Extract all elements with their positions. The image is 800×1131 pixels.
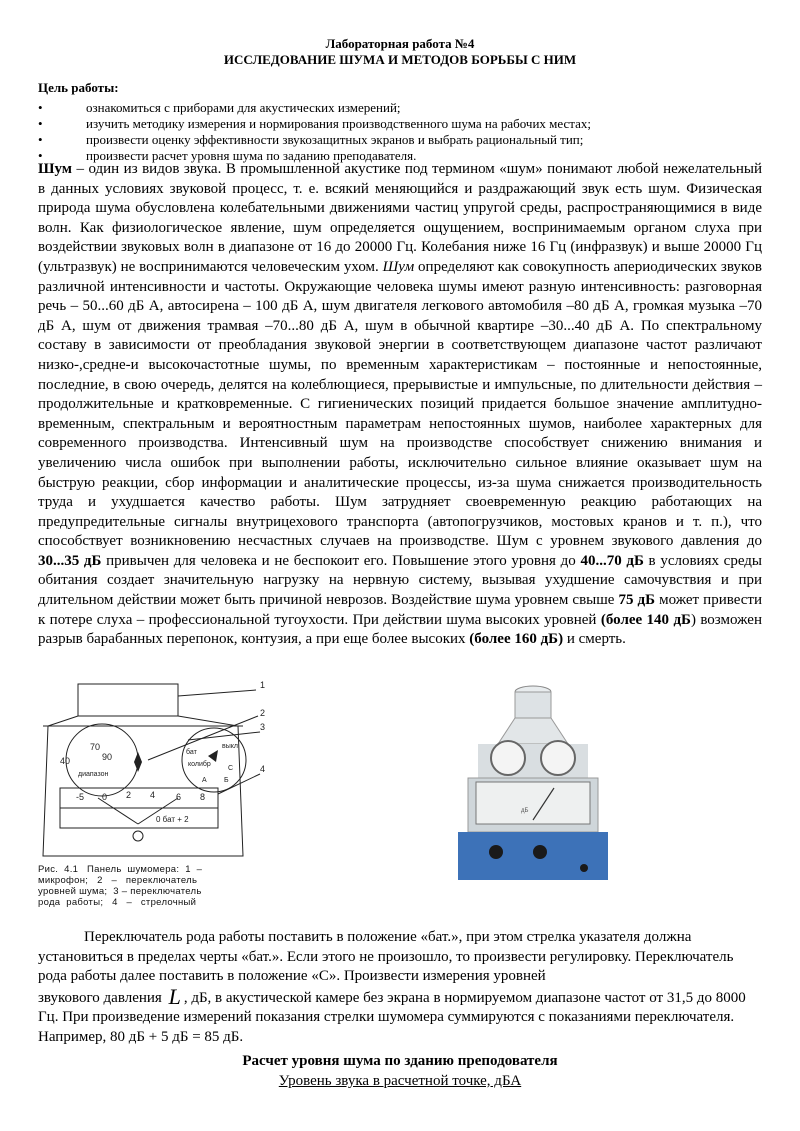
dial-label: А — [202, 777, 207, 784]
bullet-icon: • — [38, 148, 43, 163]
scale-label: 0 — [102, 792, 108, 802]
dial-label: диапазон — [78, 771, 109, 778]
gauge-icon — [541, 741, 575, 775]
dial-label: бат — [186, 749, 197, 756]
body-text — [38, 160, 762, 650]
callout-4: 4 — [260, 764, 266, 774]
goal-item: • произвести расчет уровня шума по заданию преподавателя. — [38, 148, 417, 163]
goal-item: • произвести оценку эффективности звукозащитных экранов и выбрать рациональный тип; — [38, 132, 584, 147]
calc-title: Расчет уровня шума по зданию преподователя — [242, 1053, 558, 1069]
scale-label: 6 — [176, 792, 182, 802]
dial-label: выкл — [222, 743, 238, 750]
dial-label: 90 — [102, 752, 113, 762]
lab-number: Лабораторная работа №4 — [325, 36, 475, 51]
instruction-paragraph: Переключатель рода работы поставить в положение «бат.», при этом стрелка указателя должна установиться в пределах черты «бат.». Если этого не произошло, то произвести регулировку. Переключатель рода работы далее поставить в положение «С». Произвести измерения уровней — [38, 929, 734, 985]
noise-meter-photo — [458, 684, 608, 880]
noise-meter-diagram — [38, 676, 288, 908]
bullet-icon: • — [38, 100, 43, 115]
instructions — [38, 928, 762, 1048]
dial-label: 70 — [90, 742, 101, 752]
scale-label: -5 — [76, 792, 85, 802]
scale-label: 4 — [150, 790, 156, 800]
callout-3: 3 — [260, 722, 266, 732]
lab-title: ИССЛЕДОВАНИЕ ШУМА И МЕТОДОВ БОРЬБЫ С НИМ — [223, 52, 577, 67]
diagram-svg — [38, 676, 288, 866]
gauge-icon — [491, 741, 525, 775]
instruction-paragraph: звукового давления L , дБ, в акустической камере без экрана в нормируемом диапазоне частот от 31,5 до 8000 Гц. При произведение измерений показания стрелки шумомера суммируются с показаниями переключателя. Например, 80 дБ + 5 дБ = 85 дБ. — [38, 983, 746, 1045]
scale-label: 8 — [200, 792, 206, 802]
body-paragraph: Шум – один из видов звука. В промышленной акустике под термином «шум» понимают любой нежелательный в данных условиях звуковой процесс, т. е. всякий меняющийся и раздражающий звук есть шум. Физическая природа шума обусловлена колебательными движениями частиц упругой среды, распространяющимися в виде волн. Как физиологическое явление, шум определяется ощущением, воспринимаемым органом слуха при воздействии звуковых волн в диапазоне от 16 до 20000 Гц. Колебания ниже 16 Гц (инфразвук) и выше 20000 Гц (ультразвук) не воспринимаются человеческим ухом. Шум определяют как совокупность апериодических звуков различной интенсивности и частоты. Окружающие человека шумы имеют разную интенсивность: разговорная речь – 50...60 дБ А, автосирена – 100 дБ А, шум двигателя легкового автомобиля –80 дБ А, громкая музыка –70 дБ А, шум от движения трамвая –70...80 дБ А, шум в обычной квартире –30...40 дБ А. По спектральному составу в зависимости от преобладания звуковой энергии в соответствующем диапазоне частот различают низко-,средне-и высокочастотные шумы, по временным характеристикам – постоянные и непостоянные, последние, в свою очередь, делятся на колеблющиеся, прерывистые и импульсные, по длительности действия – продолжительные и кратковременные. С гигиенических позиций придается большое значение амплитудно-временным, спектральным и вероятностным параметрам непостоянных шумов, наиболее характерных для современного производства. Интенсивный шум на производстве способствует снижению внимания и увеличению числа ошибок при выполнении работы, исключительно сильное влияние оказывает шум на быструю реакции, сбор информации и аналитические процессы, из-за шума снижается производительность труда и ухудшается качество работы. Шум затрудняет своевременную реакцию работающих на предупредительные сигналы внутрицехового транспорта (автопогрузчиков, мостовых кранов и т. п.), что способствует возникновению несчастных случаев на производстве. Шум с уровнем звукового давления до 30...35 дБ привычен для человека и не беспокоит его. Повышение этого уровня до 40...70 дБ в условиях среды обитания создает значительную нагрузку на нервную систему, вызывая ухудшение самочувствия и при длительном действии может быть причиной неврозов. Воздействие шума уровнем свыше 75 дБ может привести к потере слуха – профессиональной тугоухости. При действии шума высоких уровней (более 140 дБ) возможен разрыв барабанных перепонок, контузия, а при еще более высоких (более 160 дБ) и смерть. — [38, 161, 762, 648]
bullet-icon: • — [38, 132, 43, 147]
callout-2: 2 — [260, 708, 266, 718]
figure-caption: Рис. 4.1 Панель шумомера: 1 – микрофон; 2 – переключатель уровней шума; 3 – переключатель рода работы; 4 – стрелочный — [38, 864, 203, 908]
dial-label: Б — [224, 777, 229, 784]
dial-label: 40 — [60, 756, 71, 766]
bullet-icon: • — [38, 116, 43, 131]
goal-item: • изучить методику измерения и нормирования производственного шума на рабочих местах; — [38, 116, 591, 131]
dial-label: С — [228, 765, 234, 772]
goal-item: • ознакомиться с приборами для акустических измерений; — [38, 100, 401, 115]
goals-list — [38, 100, 768, 164]
scale-label: 2 — [126, 790, 132, 800]
dial-label: колибр — [188, 761, 211, 768]
svg-text:дБ: дБ — [521, 808, 529, 814]
goals-heading: Цель работы: — [38, 80, 119, 95]
L-symbol: L — [168, 983, 181, 1009]
calc-subtitle: Уровень звука в расчетной точке, дБА — [278, 1073, 522, 1089]
scale-label: 0 бат + 2 — [156, 815, 189, 824]
callout-1: 1 — [260, 680, 266, 690]
